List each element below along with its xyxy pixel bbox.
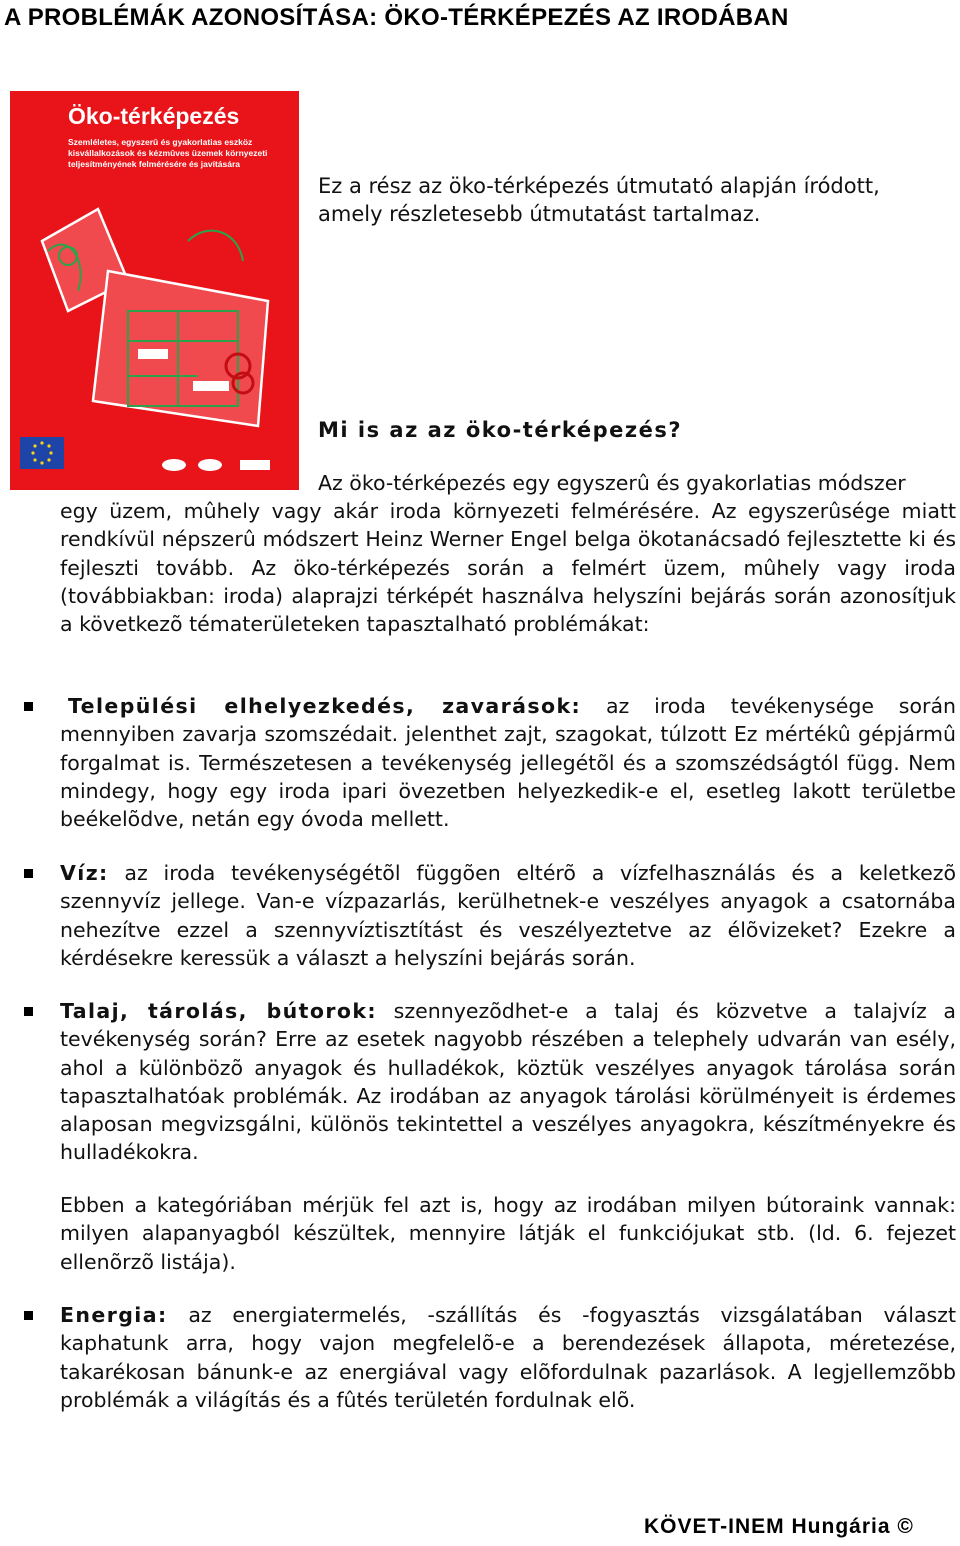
list-item-energy: Energia: az energiatermelés, -szállítás és -fogyasztás vizsgálatában választ kaphatunk arra, hogy vajon megfelelõ-e a berendezések állapota, méretezése, takarékosan bánunk-e az energiával vagy elõfordulnak pazarlások. A legjellemzõbb problémák a világítás és a fûtés területén fordulnak elõ. (60, 1303, 956, 1412)
item-text: az energiatermelés, -szállítás és -fogyasztás vizsgálatában választ kaphatunk arra, hogy vajon megfelelõ-e a berendezések állapota, méretezése, takarékosan bánunk-e az energiával vagy elõfordulnak pazarlások. A legjellemzõbb problémák a világítás és a fûtés területén fordulnak elõ. (60, 1303, 956, 1412)
intro-text: Ez a rész az öko-térképezés útmutató alapján íródott, amely részletesebb útmutatást tartalmaz. (318, 174, 880, 226)
paragraph-body: egy üzem, mûhely vagy akár iroda környezeti felmérésére. Az egyszerûsége miatt rendkívül népszerû módszert Heinz Werner Engel belga ökotanácsadó fejlesztette ki és fejleszti tovább. Az öko-térképezés során a felmért üzem, mûhely vagy iroda (továbbiakban: iroda) alaprajzi térképét használva helyszíni bejárás során azonosítjuk a következõ tématerületeken tapasztalható problémákat: (60, 499, 956, 637)
item-term: Települési elhelyezkedés, zavarások (68, 694, 572, 718)
sponsor-logos (160, 457, 280, 473)
item-text: az iroda tevékenysége során mennyiben zavarja szomszédait. jelenthet zajt, szagokat, túlzott Ez mértékû gépjármû forgalmat is. Természetesen a tevékenység jellegétõl és a szomszédságtól függ. Nem mindegy, hogy egy iroda ipari övezetben helyezkedik-e el, esetleg lakott területbe beékelõdve, netán egy óvoda mellett. (60, 694, 957, 832)
paragraph-first-line: Az öko-térképezés egy egyszerû és gyakorlatias módszer (318, 471, 906, 495)
bullet-icon (24, 1007, 33, 1016)
list-item-soil: Talaj, tárolás, bútorok: szennyezõdhet-e a talaj és közvetve a talajvíz a tevékenység során? Erre az esetek nagyobb részében a telephely udvarán van esély, ahol a különbözõ anyagok és hulladékok, köztük veszélyes anyagok tárolása során tapasztalhatóak problémák. Az irodában az anyagok tárolási körülményeit is érdemes alaposan megvizsgálni, különös tekintettel a veszélyes anyagokra, készítményekre és hulladékokra. (60, 999, 956, 1165)
item-text: az iroda tevékenységétõl függõen eltérõ a vízfelhasználás és a keletkezõ szennyvíz jellege. Van-e vízpazarlás, kerülhetnek-e veszélyes anyagok a csatornába nehezítve ezzel a szennyvíztisztítást és veszélyeztetve az élõvizeket? Ezekre a kérdésekre keressük a választ a helyszíni bejárás során. (60, 861, 956, 970)
section-question: Mi is az az öko-térképezés? (318, 418, 683, 442)
page-footer: KÖVET-INEM Hungária © (644, 1515, 914, 1538)
guide-cover-image (10, 91, 299, 490)
item-text: szennyezõdhet-e a talaj és közvetve a talajvíz a tevékenység során? Erre az esetek nagyobb részében a telephely udvarán van esély, ahol a különbözõ anyagok és hulladékok, köztük veszélyes anyagok tárolása során tapasztalhatóak problémák. Az irodában az anyagok tárolási körülményeit is érdemes alaposan megvizsgálni, különös tekintettel a veszélyes anyagokra, készítményekre és hulladékokra. (60, 999, 956, 1165)
bullet-icon (24, 702, 33, 711)
item-term: Víz (60, 861, 100, 885)
page-title: A PROBLÉMÁK AZONOSÍTÁSA: ÖKO-TÉRKÉPEZÉS AZ IRODÁBAN (4, 4, 789, 31)
bullet-icon (24, 869, 33, 878)
cover-subtitle: Szemléletes, egyszerû és gyakorlatias eszköz kisvállalkozások és kézmûves üzemek környezeti teljesítményének felmérésére és javítására (68, 137, 268, 169)
list-item-soil-extra: Ebben a kategóriában mérjük fel azt is, hogy az irodában milyen bútoraink vannak: milyen alapanyagból készültek, mennyire látják el funkciójukat stb. (ld. 6. fejezet ellenõrzõ listája). (60, 1193, 956, 1274)
list-item-location: Települési elhelyezkedés, zavarások: az iroda tevékenysége során mennyiben zavarja szomszédait. jelenthet zajt, szagokat, túlzott Ez mértékû gépjármû forgalmat is. Természetesen a tevékenység jellegétõl és a szomszédságtól függ. Nem mindegy, hogy egy iroda ipari övezetben helyezkedik-e el, esetleg lakott területbe beékelõdve, netán egy óvoda mellett. (60, 694, 957, 832)
eu-flag-icon (20, 437, 64, 469)
bullet-icon (24, 1311, 33, 1320)
item-term: Energia (60, 1303, 158, 1327)
cover-title: Öko-térképezés (68, 103, 240, 129)
list-item-water: Víz: az iroda tevékenységétõl függõen eltérõ a vízfelhasználás és a keletkezõ szennyvíz jellege. Van-e vízpazarlás, kerülhetnek-e veszélyes anyagok a csatornába nehezítve ezzel a szennyvíztisztítást és veszélyeztetve az élõvizeket? Ezekre a kérdésekre keressük a választ a helyszíni bejárás során. (60, 861, 956, 970)
cover-illustration (38, 201, 288, 431)
item-term: Talaj, tárolás, bútorok (60, 999, 368, 1023)
